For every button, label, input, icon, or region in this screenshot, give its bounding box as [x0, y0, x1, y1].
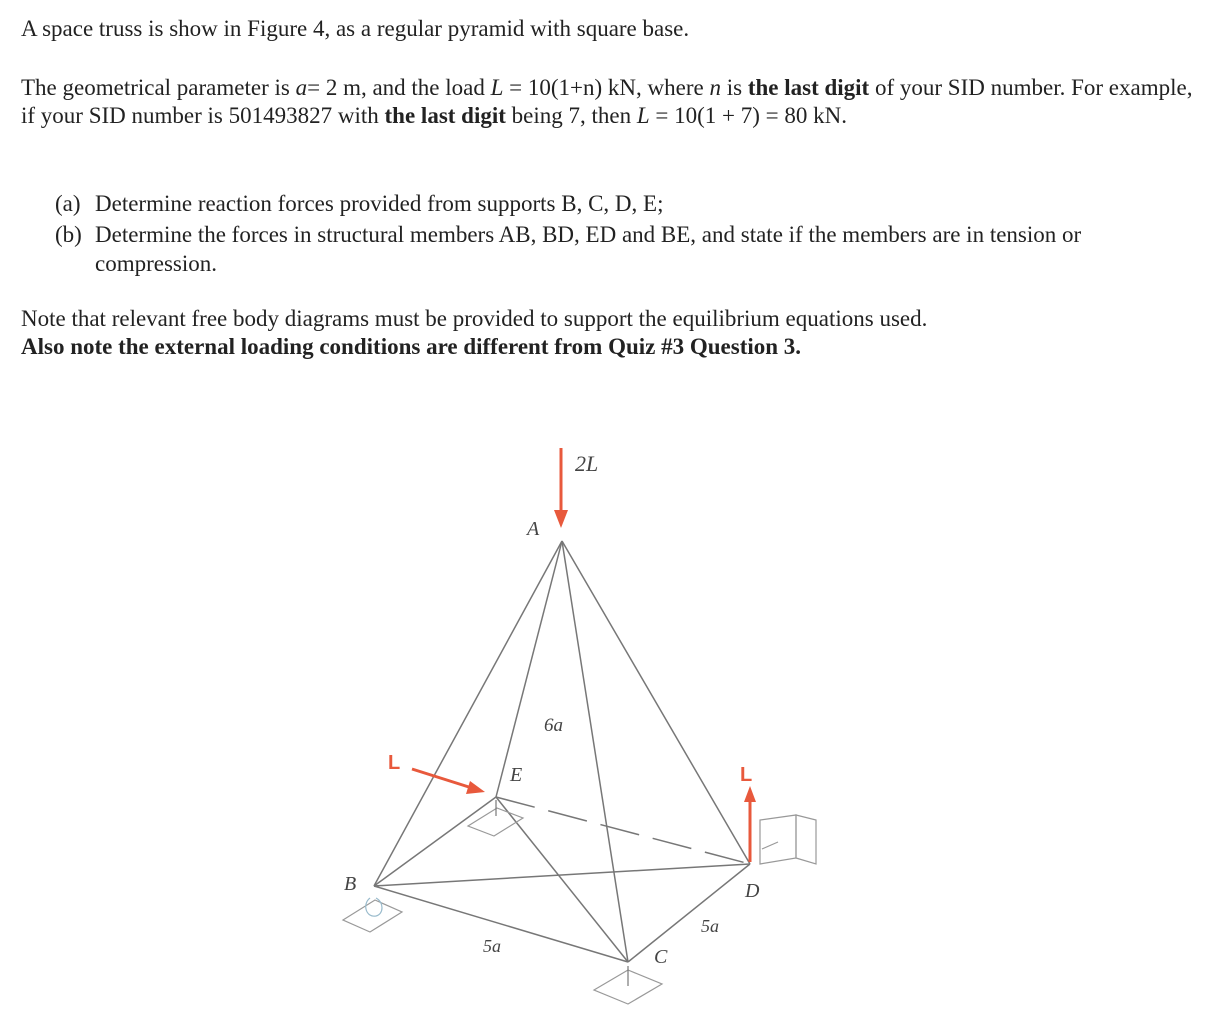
support-D-wall [760, 815, 796, 864]
params-bold-2: the last digit [384, 103, 506, 128]
note-line-2: Also note the external loading conditions are different from Quiz #3 Question 3. [21, 334, 802, 359]
task-text-a: Determine reaction forces provided from supports B, C, D, E; [95, 191, 664, 216]
label-load-D: L [740, 764, 753, 786]
load-arrow-E [412, 769, 472, 788]
label-node-B: B [344, 873, 357, 895]
var-n: n [709, 75, 721, 100]
member-AC [562, 541, 628, 962]
params-text-7: = 10(1 + 7) = 80 kN. [649, 103, 847, 128]
label-load-top: 2L [575, 451, 599, 476]
member-BC [374, 886, 628, 962]
var-a: a [295, 75, 308, 100]
member-BE [374, 797, 496, 886]
label-node-C: C [654, 946, 668, 968]
params-text-6: being 7, then [505, 103, 637, 128]
load-arrow-top-head [554, 510, 568, 528]
load-arrow-E-head [466, 781, 485, 794]
member-EC [496, 797, 628, 962]
note-line-1: Note that relevant free body diagrams must be provided to support the equilibrium equations used. [21, 306, 928, 331]
intro-text: A space truss is show in Figure 4, as a regular pyramid with square base. [21, 16, 690, 41]
params-text-4: is [720, 75, 748, 100]
task-text-b: Determine the forces in structural members AB, BD, ED and BE, and state if the members are in tension or compression. [95, 222, 1082, 276]
label-node-E: E [510, 764, 523, 786]
label-dim-BC: 5a [483, 936, 501, 956]
member-AD [562, 541, 753, 864]
params-text-1: The geometrical parameter is [21, 75, 296, 100]
label-node-D: D [745, 880, 760, 902]
member-CD [628, 864, 750, 962]
params-bold-1: the last digit [747, 75, 870, 100]
member-ED [496, 797, 750, 864]
params-text-5: of your SID number. For example, if your SID number is 501493827 with [21, 75, 1193, 128]
label-load-E: L [388, 752, 401, 774]
member-AE [496, 541, 562, 797]
label-node-A: A [527, 518, 540, 540]
label-height: 6a [544, 715, 563, 736]
load-arrow-D-head [744, 786, 756, 802]
truss-members [374, 541, 753, 962]
params-text-2: = 2 m, and the load [307, 75, 491, 100]
load-arrows [412, 448, 756, 862]
member-AB [374, 541, 562, 886]
member-BD [374, 864, 750, 886]
support-D-bracket [762, 842, 778, 849]
task-letter-b: (b) [55, 222, 82, 247]
support-D-side [796, 815, 816, 864]
var-L-2: L [636, 103, 650, 128]
params-text-3: = 10(1+n) kN, where [503, 75, 710, 100]
label-dim-CD: 5a [701, 916, 719, 936]
task-letter-a: (a) [55, 191, 81, 216]
var-L: L [490, 75, 504, 100]
